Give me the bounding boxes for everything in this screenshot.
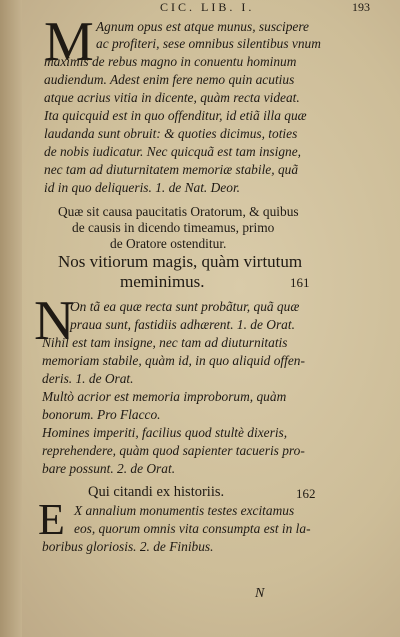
text-line: reprehendere, quàm quod sapienter tacueris pro- <box>42 443 305 458</box>
chapter-heading-line: de Oratore ostenditur. <box>110 236 227 251</box>
text-line: de nobis iudicatur. Nec quicquã est tam insigne, <box>44 144 301 159</box>
drop-cap-m: M <box>44 11 94 73</box>
text-line: memoriam stabile, quàm id, in quo aliquid offen- <box>42 353 305 368</box>
chapter-heading-line: de causis in dicendo timeamus, primo <box>72 220 275 235</box>
text-line: Nihil est tam insigne, nec tam ad diuturnitatis <box>42 335 288 350</box>
text-line: deris. 1. de Orat. <box>42 371 134 386</box>
text-line: Multò acrior est memoria improborum, quàm <box>42 389 287 404</box>
text-line: atque acrius vitia in dicente, quàm recta videat. <box>44 90 300 105</box>
citation-line: boribus gloriosis. 2. de Finibus. <box>42 539 214 554</box>
text-line: On tã ea quæ recta sunt probãtur, quã quæ <box>70 299 300 314</box>
text-line: bonorum. Pro Flacco. <box>42 407 161 422</box>
text-line: laudanda sunt obruit: & quoties dicimus, toties <box>44 126 298 141</box>
text-line: audiendum. Adest enim fere nemo quin acutius <box>44 72 295 87</box>
section-heading: Nos vitiorum magis, quàm virtutum <box>58 252 303 271</box>
section-number: 161 <box>290 275 310 290</box>
chapter-heading-line: Quæ sit causa paucitatis Oratorum, & quibus <box>58 204 299 219</box>
text-line: Homines imperiti, facilius quod stultè dixeris, <box>42 425 288 440</box>
text-line: praua sunt, fastidiis adhærent. 1. de Orat. <box>70 317 295 332</box>
text-line: Agnum opus est atque munus, suscipere <box>96 19 309 34</box>
section-number: 162 <box>296 486 316 501</box>
section-heading: Qui citandi ex historiis. <box>88 484 225 500</box>
text-line: ac profiteri, sese omnibus silentibus vnum <box>96 36 321 51</box>
citation-line: id in quo deliqueris. 1. de Nat. Deor. <box>44 180 241 195</box>
section-heading: meminimus. <box>120 272 205 291</box>
citation-line: bare possunt. 2. de Orat. <box>42 461 176 476</box>
text-line: eos, quorum omnis vita consumpta est in la- <box>74 521 311 536</box>
signature-mark: N <box>255 586 265 601</box>
drop-cap-n: N <box>34 290 75 352</box>
page-gutter <box>0 0 22 637</box>
text-line: X annalium monumentis testes excitamus <box>74 503 295 518</box>
drop-cap-e: E <box>38 495 65 544</box>
text-line: Ita quicquid est in quo offenditur, id etiã illa quæ <box>44 108 307 123</box>
text-line: maximis de rebus magno in conuentu hominum <box>44 54 297 69</box>
running-head: CIC. LIB. I. <box>160 0 255 14</box>
folio-number: 193 <box>352 0 370 14</box>
text-line: nec tam ad diuturnitatem memoriæ stabile, quã <box>44 162 299 177</box>
